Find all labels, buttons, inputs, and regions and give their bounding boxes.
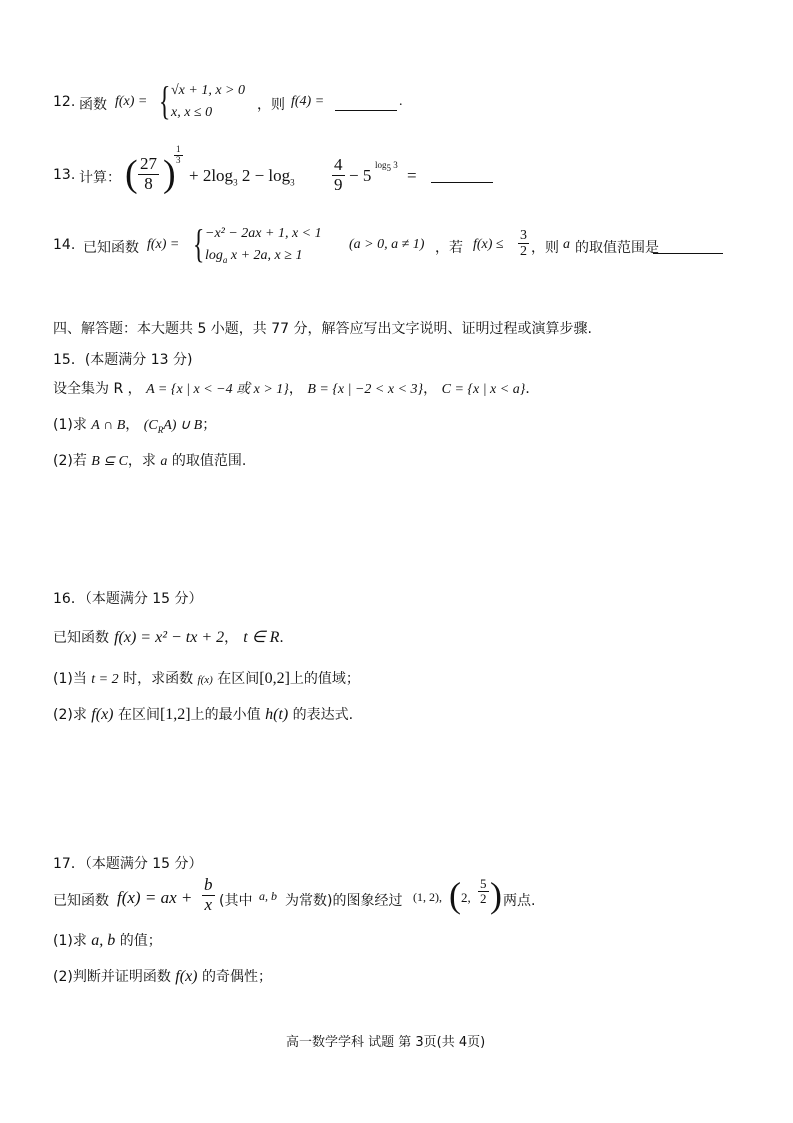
q14-rhs-num: 3 (520, 228, 527, 243)
q17-intro: 已知函数 (53, 893, 109, 909)
q15-p2-tail: 的取值范围. (171, 453, 247, 469)
q17-header: 17．（本题满分 15 分） (53, 856, 203, 872)
q17-fraction (202, 876, 215, 914)
q14-ineq: f(x) ≤ (473, 237, 504, 252)
question-13 (53, 144, 473, 206)
q15-p2-var: a (160, 454, 168, 469)
q17-p2-f: f(x) (175, 968, 198, 985)
q17-paren-text: (其中 (219, 893, 253, 909)
q13-base-num: 27 (140, 154, 157, 173)
q13-answer-blank[interactable] (431, 182, 493, 183)
q16-function: f(x) = x² − tx + 2 (114, 629, 225, 646)
q16-p2-interval: [1,2] (159, 706, 191, 723)
q15-p1-union-rest: A) ∪ B (163, 418, 203, 433)
q16-p2-f: f(x) (91, 706, 114, 723)
q13-sub-b: 3 (290, 177, 295, 188)
q15-p1-complement: (C (143, 418, 158, 433)
q13-prefix: 计算： (79, 170, 121, 186)
q15-part2 (53, 450, 246, 470)
q14-prefix: 已知函数 (83, 240, 139, 256)
q16-line1 (53, 627, 293, 647)
q12-period: . (399, 94, 403, 109)
q15-set-c: C = {x | x < a} (441, 382, 526, 397)
q14-case2-log: log (205, 248, 223, 263)
q13-paren-open: ( (125, 153, 138, 195)
q15-p1-sub: R (157, 424, 164, 435)
q15-p1-union (144, 418, 203, 433)
q16-comma: ， (224, 630, 239, 646)
q14-mid: ，若 (435, 240, 463, 256)
q14-case2 (205, 248, 302, 265)
q17-tail: 两点. (503, 893, 536, 909)
q15-comma2: ， (423, 381, 438, 397)
q12-ask: ，则 (257, 97, 285, 113)
q17-point2-close: ) (490, 875, 502, 915)
q14-ask: ，则 (531, 240, 559, 256)
q13-base-den: 8 (144, 173, 153, 193)
q15-comma1: ， (288, 381, 303, 397)
q17-frac-den: x (204, 894, 213, 914)
q17-pt2-num: 5 (480, 876, 487, 891)
q17-p1-label: (1)求 (53, 933, 87, 949)
q13-base-fraction (138, 155, 159, 193)
q13-fraction (332, 156, 345, 194)
q13-term2: 2 − log (237, 166, 291, 185)
q14-case2-rest: x + 2a, x ≥ 1 (227, 248, 303, 263)
q17-part2 (53, 966, 272, 986)
q16-p1-text: 时，求函数 (123, 671, 194, 687)
q15-universe: 设全集为 R ， (53, 381, 142, 397)
q16-part2 (53, 704, 353, 724)
q16-intro: 已知函数 (53, 630, 109, 646)
q17-pt2-den: 2 (480, 891, 487, 907)
q12-case2: x, x ≤ 0 (171, 105, 213, 120)
q13-power-num: 1 (176, 144, 181, 154)
q13-exp-sub: 5 (386, 162, 392, 173)
q12-prefix: 函数 (79, 97, 107, 113)
q13-exp-log: log (375, 160, 387, 170)
q13-number: 13. (53, 167, 76, 183)
q16-part1 (53, 668, 360, 688)
question-14 (53, 221, 743, 270)
q16-p1-interval-text: 在区间 (217, 671, 260, 687)
q17-line1 (53, 876, 553, 922)
q16-p1-f: f(x) (197, 674, 213, 686)
q13-sub-a: 3 (233, 177, 238, 188)
q16-p2-h: h(t) (265, 706, 289, 723)
q15-p1-label: (1)求 (53, 417, 87, 433)
q15-part1 (53, 414, 216, 435)
q15-p2-label: (2)若 (53, 453, 87, 469)
q15-header: 15．(本题满分 13 分) (53, 352, 193, 368)
q15-p1-comma: ， (125, 417, 140, 433)
q14-rhs (518, 228, 529, 260)
q15-set-a: A = {x | x < −4 或 x > 1} (146, 382, 289, 397)
q15-dot: ． (525, 381, 540, 397)
q14-tail: 的取值范围是 (575, 240, 659, 256)
q14-brace: { (192, 221, 205, 266)
q15-p2-subset: B ⊆ C (91, 454, 128, 469)
q17-frac-num: b (204, 875, 213, 894)
q12-answer-blank[interactable] (335, 110, 397, 111)
q16-p1-tail: 上的值域； (289, 671, 360, 687)
q13-paren-close: ) (163, 153, 176, 195)
q17-p2-label: (2)判断并证明函数 (53, 969, 171, 985)
q16-p1-t: t = 2 (91, 672, 119, 687)
q17-function: f(x) = ax + (117, 888, 193, 907)
q15-line1 (53, 378, 539, 398)
q17-part1 (53, 930, 162, 950)
q17-point2-x: 2, (461, 890, 471, 905)
section-heading: 四、解答题：本大题共 5 小题，共 77 分，解答应写出文字说明、证明过程或演算步骤. (53, 321, 592, 337)
q17-point1: (1, 2), (413, 890, 442, 904)
q17-point2-open: ( (449, 875, 461, 915)
q13-terms (189, 166, 295, 187)
q15-set-b: B = {x | −2 < x < 3} (307, 382, 424, 397)
q16-header: 16．（本题满分 15 分） (53, 591, 203, 607)
q12-brace: { (158, 78, 171, 123)
q16-p2-tail: 的表达式. (292, 707, 354, 723)
q16-p1-interval: [0,2] (259, 670, 290, 687)
q16-p1-label: (1)当 (53, 671, 87, 687)
q13-term3: − 5 (349, 166, 372, 185)
q13-eq: = (407, 166, 417, 185)
q13-power (174, 145, 183, 166)
q15-p1-intersection: A ∩ B (91, 418, 126, 433)
q12-case1: √x + 1, x > 0 (171, 83, 246, 98)
q14-var: a (563, 237, 570, 252)
q12-target: f(4) = (291, 94, 325, 109)
q12-number: 12. (53, 94, 76, 110)
q16-p2-text: 在区间 (117, 707, 160, 723)
page-footer: 高一数学学科 试题 第 3页(共 4页) (286, 1035, 486, 1050)
q17-text: 为常数)的图象经过 (285, 893, 403, 909)
q16-dot: ． (279, 630, 294, 646)
q15-p1-end: ； (202, 417, 217, 433)
q14-cond: (a > 0, a ≠ 1) (349, 237, 425, 252)
q13-term1: + 2log (189, 166, 234, 185)
q14-answer-blank[interactable] (653, 253, 723, 254)
q15-p2-ask: ，求 (127, 453, 156, 469)
q13-exp-arg: 3 (391, 160, 398, 170)
q13-exponent (375, 160, 398, 173)
q17-point2-frac (478, 877, 489, 907)
q13-frac-den: 9 (334, 174, 343, 194)
q17-p2-tail: 的奇偶性； (201, 969, 272, 985)
q16-p2-min: 上的最小值 (190, 707, 261, 723)
q16-domain: t ∈ R (243, 629, 280, 646)
q14-func: f(x) = (147, 237, 180, 252)
q14-case1: −x² − 2ax + 1, x < 1 (205, 226, 322, 241)
q14-case2-sub: a (222, 254, 228, 265)
q13-power-den: 3 (176, 154, 181, 165)
q14-rhs-den: 2 (520, 244, 527, 260)
q17-ab: a, b (259, 889, 277, 903)
q12-func: f(x) = (115, 94, 148, 109)
q16-p2-label: (2)求 (53, 707, 87, 723)
q14-number: 14. (53, 237, 76, 253)
q17-p1-ab: a, b (91, 932, 116, 949)
q17-p1-tail: 的值； (119, 933, 162, 949)
q13-frac-num: 4 (334, 155, 343, 174)
